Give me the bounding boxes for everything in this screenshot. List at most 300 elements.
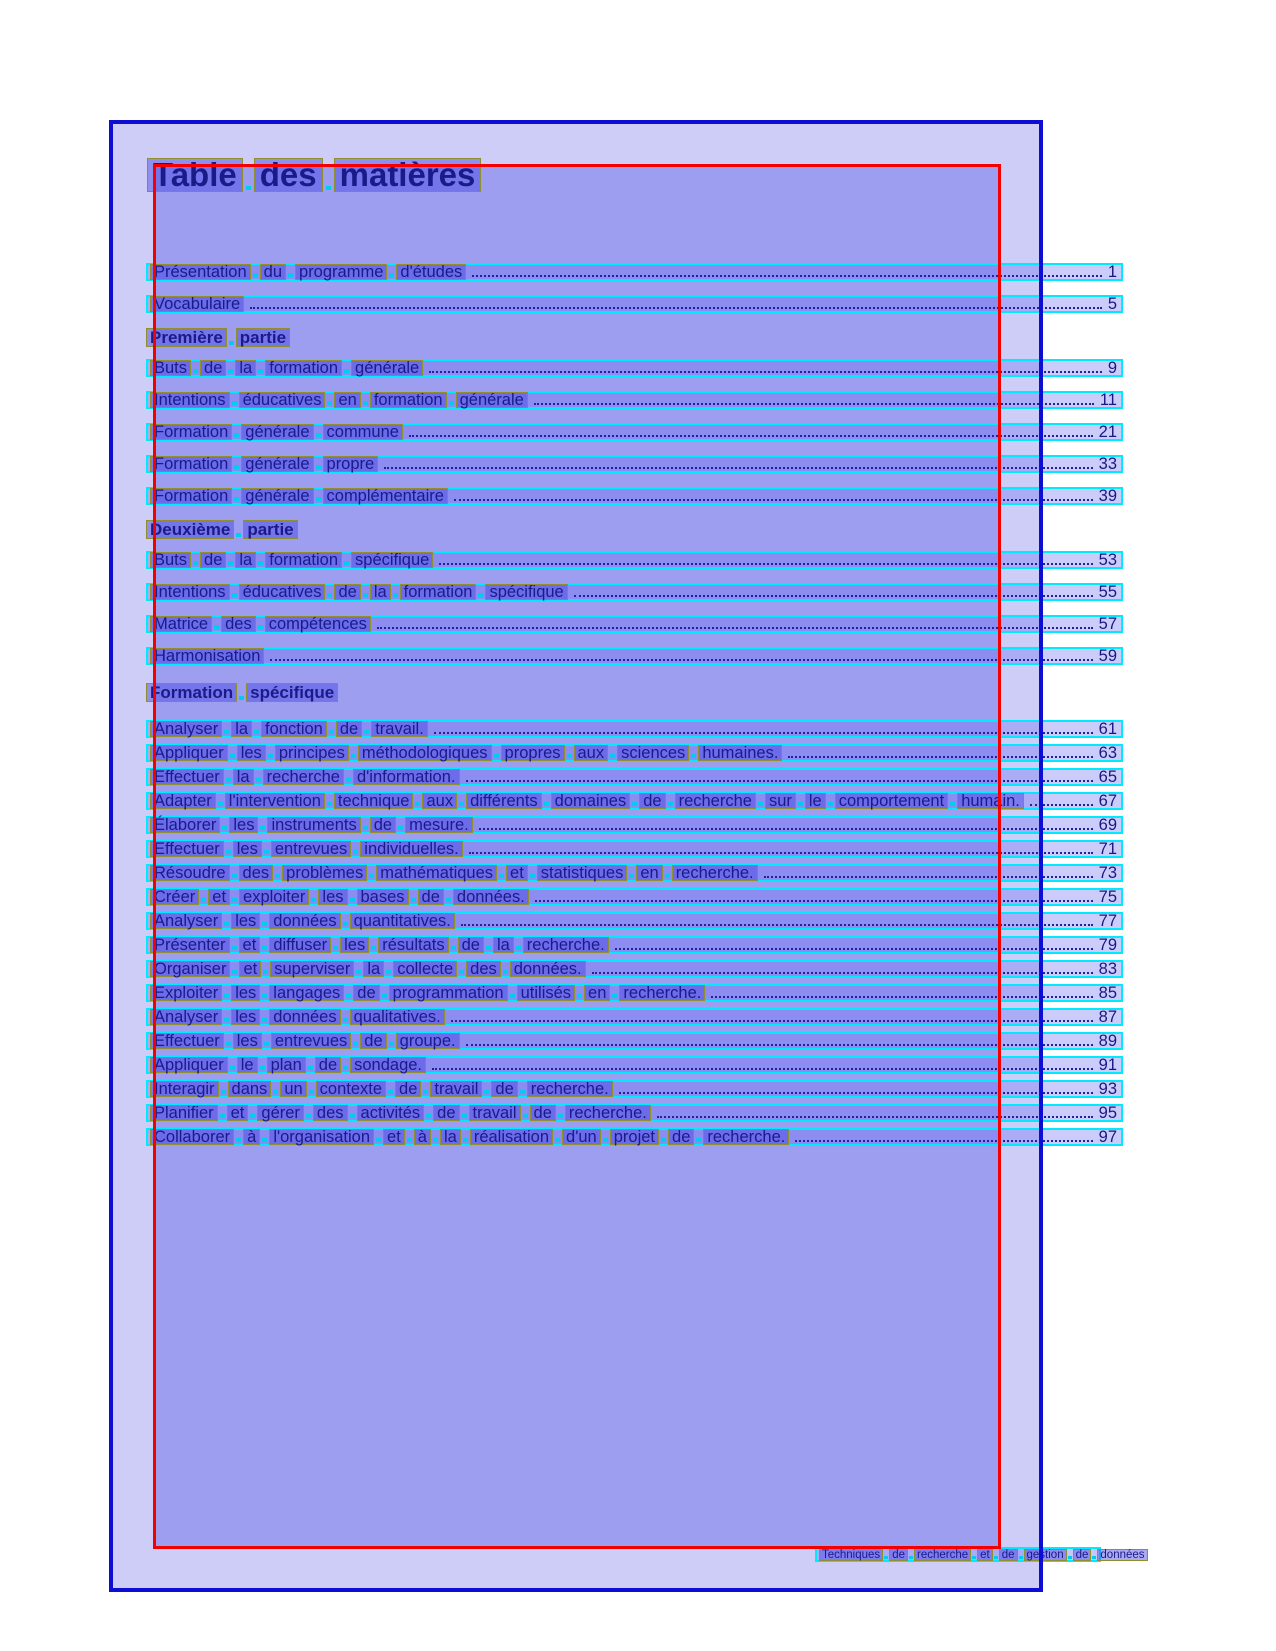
word-highlight: Première (146, 328, 227, 347)
space-marker (221, 1090, 226, 1094)
space-marker (393, 593, 398, 597)
word-highlight: formation (265, 552, 342, 568)
word-highlight: Formation (146, 683, 237, 702)
space-marker (250, 1114, 255, 1118)
toc-entry-row[interactable] (146, 960, 1123, 978)
word-highlight: d'un (562, 1129, 601, 1145)
space-marker (758, 802, 763, 806)
word-highlight: Vocabulaire (150, 296, 244, 312)
toc-entry-row[interactable] (146, 912, 1123, 930)
page-number: 9 (1107, 359, 1117, 377)
space-marker (333, 946, 338, 950)
space-marker (346, 994, 351, 998)
space-marker (459, 970, 464, 974)
space-marker (327, 593, 332, 597)
word-highlight: les (237, 745, 266, 761)
word-highlight: la (235, 552, 256, 568)
space-marker (253, 273, 258, 277)
word-highlight: générale (351, 360, 423, 376)
toc-entry-row[interactable] (146, 647, 1123, 665)
word-highlight: quantitatives. (350, 913, 455, 929)
word-highlight: en (334, 392, 360, 408)
page-number: 57 (1098, 615, 1117, 633)
word-highlight: à (414, 1129, 431, 1145)
word-highlight: des (239, 865, 274, 881)
space-marker (446, 898, 451, 902)
word-highlight: superviser (270, 961, 354, 977)
word-highlight: le (805, 793, 826, 809)
toc-entry-row[interactable] (146, 984, 1123, 1002)
dotted-leader (451, 1010, 1093, 1022)
space-marker (632, 802, 637, 806)
word-highlight: sciences (617, 745, 689, 761)
word-highlight: recherche. (672, 865, 758, 881)
word-highlight: et (208, 889, 230, 905)
space-marker (201, 898, 206, 902)
space-marker (263, 970, 268, 974)
word-highlight: collecte (393, 961, 457, 977)
word-highlight: les (231, 913, 260, 929)
space-marker (364, 730, 369, 734)
space-marker (344, 561, 349, 565)
word-highlight: le (237, 1057, 258, 1073)
word-highlight: de (999, 1549, 1018, 1561)
word-highlight: mathématiques (376, 865, 497, 881)
page-number: 21 (1098, 423, 1117, 441)
word-highlight: Harmonisation (150, 648, 264, 664)
toc-entry-row[interactable] (146, 744, 1123, 762)
toc-entry-row[interactable] (146, 615, 1123, 633)
space-marker (411, 898, 416, 902)
page-number: 77 (1098, 912, 1117, 930)
word-highlight: les (229, 817, 258, 833)
toc-entry-row[interactable] (146, 359, 1123, 377)
space-marker (218, 802, 223, 806)
word-highlight: commune (323, 424, 403, 440)
page-number: 75 (1098, 888, 1117, 906)
word-highlight: programme (295, 264, 387, 280)
toc-entry-row[interactable] (146, 792, 1123, 810)
toc-entry-row[interactable] (146, 1056, 1123, 1074)
word-highlight: formation (400, 584, 477, 600)
word-highlight: fonction (261, 721, 327, 737)
space-marker (828, 802, 833, 806)
word-highlight: d'information. (353, 769, 460, 785)
space-marker (884, 1556, 888, 1559)
space-marker (356, 970, 361, 974)
word-highlight: domaines (551, 793, 631, 809)
dotted-leader (592, 962, 1093, 974)
space-marker (230, 754, 235, 758)
space-marker (555, 1138, 560, 1142)
toc-entry-row[interactable] (146, 816, 1123, 834)
word-highlight: entrevues (271, 1033, 351, 1049)
word-highlight: Exploiter (150, 985, 222, 1001)
space-marker (423, 1090, 428, 1094)
toc-entry-row[interactable] (146, 720, 1123, 738)
word-highlight: Analyser (150, 913, 222, 929)
word-highlight: de (395, 1081, 421, 1097)
word-highlight: travail. (371, 721, 428, 737)
word-highlight: Adapter (150, 793, 216, 809)
space-marker (308, 1066, 313, 1070)
page-number: 97 (1098, 1128, 1117, 1146)
toc-entry-row[interactable] (146, 840, 1123, 858)
word-highlight: et (977, 1549, 993, 1561)
word-highlight: et (239, 961, 261, 977)
word-highlight: de (200, 552, 226, 568)
toc-entry-row[interactable] (146, 551, 1123, 569)
space-marker (343, 1018, 348, 1022)
space-marker (382, 994, 387, 998)
word-highlight: des (466, 961, 501, 977)
space-marker (309, 1090, 314, 1094)
page-number: 71 (1098, 840, 1117, 858)
space-marker (228, 561, 233, 565)
space-marker (193, 561, 198, 565)
word-highlight: sondage. (350, 1057, 426, 1073)
word-highlight: Formation (150, 456, 232, 472)
word-highlight: la (440, 1129, 461, 1145)
word-highlight: formation (265, 360, 342, 376)
word-highlight: à (243, 1129, 260, 1145)
word-highlight: éducatives (239, 392, 326, 408)
dotted-leader (409, 425, 1093, 437)
space-marker (232, 593, 237, 597)
toc-entry-row[interactable] (146, 263, 1123, 281)
word-highlight: spécifique (485, 584, 567, 600)
space-marker (350, 1114, 355, 1118)
word-highlight: données (269, 1009, 340, 1025)
word-highlight: exploiter (239, 889, 309, 905)
space-marker (558, 1114, 563, 1118)
word-highlight: de (433, 1105, 459, 1121)
space-marker (530, 874, 535, 878)
space-marker (351, 754, 356, 758)
word-highlight: Buts (150, 552, 191, 568)
page-number: 39 (1098, 487, 1117, 505)
space-marker (234, 433, 239, 437)
dotted-leader (534, 393, 1094, 405)
toc-entry-row[interactable] (146, 1104, 1123, 1122)
toc-entry-row[interactable] (146, 864, 1123, 882)
page-number: 55 (1098, 583, 1117, 601)
toc-entry-row[interactable] (146, 936, 1123, 954)
word-highlight: d'études (396, 264, 466, 280)
word-highlight: les (340, 937, 369, 953)
word-highlight: générale (241, 488, 313, 504)
space-marker (273, 1090, 278, 1094)
space-marker (220, 1114, 225, 1118)
word-highlight: les (318, 889, 347, 905)
dotted-leader (432, 1058, 1093, 1070)
word-highlight: de (639, 793, 665, 809)
word-highlight: données. (510, 961, 586, 977)
space-marker (262, 994, 267, 998)
space-marker (388, 1090, 393, 1094)
toc-entry-row[interactable] (146, 1032, 1123, 1050)
word-highlight: et (506, 865, 528, 881)
space-marker (350, 898, 355, 902)
space-marker (363, 401, 368, 405)
space-marker (268, 754, 273, 758)
dotted-leader (454, 489, 1093, 501)
word-highlight: Formation (150, 424, 232, 440)
page-number: 87 (1098, 1008, 1117, 1026)
space-marker (343, 922, 348, 926)
word-highlight: éducatives (239, 584, 326, 600)
space-marker (478, 593, 483, 597)
space-marker (311, 898, 316, 902)
space-marker (264, 850, 269, 854)
space-marker (260, 1066, 265, 1070)
toc-entry-row[interactable] (146, 423, 1123, 441)
word-highlight: diffuser (269, 937, 331, 953)
toc-entry-row[interactable] (146, 888, 1123, 906)
word-highlight: Table (147, 158, 243, 192)
word-highlight: de (336, 721, 362, 737)
word-highlight: Intentions (150, 392, 230, 408)
word-highlight: les (233, 1033, 262, 1049)
word-highlight: Présenter (150, 937, 230, 953)
word-highlight: Effectuer (150, 769, 224, 785)
space-marker (262, 1138, 267, 1142)
space-marker (229, 341, 234, 345)
word-highlight: Élaborer (150, 817, 220, 833)
word-highlight: de (315, 1057, 341, 1073)
word-highlight: Interagir (150, 1081, 219, 1097)
space-marker (327, 401, 332, 405)
word-highlight: Formation (150, 488, 232, 504)
word-highlight: en (584, 985, 610, 1001)
word-highlight: de (200, 360, 226, 376)
space-marker (449, 401, 454, 405)
word-highlight: Techniques (819, 1549, 883, 1561)
word-highlight: Analyser (150, 721, 222, 737)
space-marker (288, 273, 293, 277)
word-highlight: Deuxième (146, 520, 234, 539)
dotted-leader (657, 1106, 1093, 1118)
toc-entry-row[interactable] (146, 768, 1123, 786)
word-highlight: Appliquer (150, 745, 228, 761)
word-highlight: bases (357, 889, 409, 905)
word-highlight: comportement (835, 793, 948, 809)
space-marker (603, 1138, 608, 1142)
word-highlight: de (334, 584, 360, 600)
dotted-leader (764, 866, 1093, 878)
space-marker (234, 465, 239, 469)
word-highlight: aux (574, 745, 609, 761)
space-marker (226, 850, 231, 854)
dotted-leader (429, 361, 1102, 373)
word-highlight: de (491, 1081, 517, 1097)
space-marker (260, 826, 265, 830)
word-highlight: générale (241, 456, 313, 472)
word-highlight: des (313, 1105, 348, 1121)
dotted-leader (619, 1082, 1093, 1094)
word-highlight: de (889, 1549, 908, 1561)
word-highlight: individuelles. (360, 841, 462, 857)
word-highlight: la (233, 769, 254, 785)
space-marker (214, 625, 219, 629)
space-marker (224, 994, 229, 998)
word-highlight: Buts (150, 360, 191, 376)
toc-entry-row[interactable] (146, 391, 1123, 409)
space-marker (343, 1066, 348, 1070)
space-marker (463, 1138, 468, 1142)
space-marker (1092, 1556, 1096, 1559)
word-highlight: recherche. (619, 985, 705, 1001)
word-highlight: de (530, 1105, 556, 1121)
space-marker (407, 1138, 412, 1142)
toc-entry-row[interactable] (146, 1008, 1123, 1026)
space-marker (316, 497, 321, 501)
word-highlight: gestion (1024, 1549, 1067, 1561)
word-highlight: recherche (914, 1549, 971, 1561)
dotted-leader (472, 265, 1102, 277)
word-highlight: recherche. (527, 1081, 613, 1097)
word-highlight: propre (323, 456, 379, 472)
dotted-leader (434, 722, 1093, 734)
word-highlight: la (370, 584, 391, 600)
page-number: 79 (1098, 936, 1117, 954)
space-marker (386, 970, 391, 974)
word-highlight: spécifique (246, 683, 338, 702)
toc-entry-row[interactable] (146, 455, 1123, 473)
page-number: 5 (1107, 295, 1117, 313)
word-highlight: l'intervention (225, 793, 325, 809)
space-marker (262, 922, 267, 926)
word-highlight: générale (456, 392, 528, 408)
word-highlight: entrevues (271, 841, 351, 857)
word-highlight: méthodologiques (358, 745, 492, 761)
space-marker (329, 730, 334, 734)
space-marker (316, 465, 321, 469)
word-highlight: en (636, 865, 662, 881)
page-number: 69 (1098, 816, 1117, 834)
word-highlight: recherche. (523, 937, 609, 953)
space-marker (226, 1042, 231, 1046)
footer-text (815, 1547, 1145, 1562)
word-highlight: travail (430, 1081, 482, 1097)
dotted-leader (270, 649, 1092, 661)
dotted-leader (574, 585, 1093, 597)
space-marker (258, 561, 263, 565)
page-number: 73 (1098, 864, 1117, 882)
space-marker (661, 1138, 666, 1142)
word-highlight: Créer (150, 889, 199, 905)
space-marker (389, 1042, 394, 1046)
page-number: 83 (1098, 960, 1117, 978)
dotted-leader (384, 457, 1092, 469)
word-highlight: Effectuer (150, 1033, 224, 1049)
word-highlight: Collaborer (150, 1129, 234, 1145)
dotted-leader (1030, 794, 1093, 806)
word-highlight: groupe. (396, 1033, 460, 1049)
toc-entry-row[interactable] (146, 1080, 1123, 1098)
word-highlight: de (360, 1033, 386, 1049)
page-number: 1 (1107, 263, 1117, 281)
space-marker (415, 802, 420, 806)
toc-section-header (146, 682, 1123, 702)
page-number: 95 (1098, 1104, 1117, 1122)
space-marker (994, 1556, 998, 1559)
word-highlight: travail (469, 1105, 521, 1121)
space-marker (230, 1066, 235, 1070)
space-marker (236, 1138, 241, 1142)
word-highlight: qualitatives. (350, 1009, 445, 1025)
space-marker (462, 1114, 467, 1118)
space-marker (256, 778, 261, 782)
space-marker (972, 1556, 976, 1559)
word-highlight: dans (228, 1081, 272, 1097)
word-highlight: de (668, 1129, 694, 1145)
word-highlight: activités (357, 1105, 425, 1121)
word-highlight: de (458, 937, 484, 953)
word-highlight: aux (422, 793, 457, 809)
dotted-leader (788, 746, 1092, 758)
word-highlight: langages (269, 985, 344, 1001)
word-highlight: mesure. (405, 817, 473, 833)
page-number: 67 (1098, 792, 1117, 810)
word-highlight: un (280, 1081, 306, 1097)
word-highlight: la (235, 360, 256, 376)
space-marker (398, 826, 403, 830)
word-highlight: complémentaire (323, 488, 448, 504)
toc-section-header (146, 327, 1123, 347)
space-marker (239, 696, 244, 700)
word-highlight: et (383, 1129, 405, 1145)
toc-entry-row[interactable] (146, 487, 1123, 505)
page-number: 63 (1098, 744, 1117, 762)
word-highlight: l'organisation (269, 1129, 374, 1145)
toc-entry-row[interactable] (146, 1128, 1123, 1146)
word-highlight: des (221, 616, 256, 632)
space-marker (262, 1018, 267, 1022)
space-marker (950, 802, 955, 806)
toc-entry-row[interactable] (146, 295, 1123, 313)
word-highlight: formation (370, 392, 447, 408)
word-highlight: compétences (265, 616, 371, 632)
space-marker (275, 874, 280, 878)
space-marker (691, 754, 696, 758)
word-highlight: différents (466, 793, 542, 809)
toc-entry-row[interactable] (146, 583, 1123, 601)
page-number: 85 (1098, 984, 1117, 1002)
dotted-leader (439, 553, 1092, 565)
word-highlight: Analyser (150, 1009, 222, 1025)
word-highlight: les (233, 841, 262, 857)
word-highlight: recherche. (703, 1129, 789, 1145)
word-highlight: données (1097, 1549, 1147, 1561)
space-marker (376, 1138, 381, 1142)
word-highlight: du (260, 264, 286, 280)
toc-section-header (146, 519, 1123, 539)
space-marker (232, 401, 237, 405)
word-highlight: Effectuer (150, 841, 224, 857)
space-marker (224, 730, 229, 734)
dotted-leader (795, 1130, 1092, 1142)
word-highlight: Appliquer (150, 1057, 228, 1073)
space-marker (577, 994, 582, 998)
page-number: 53 (1098, 551, 1117, 569)
word-highlight: sur (765, 793, 796, 809)
space-marker (486, 946, 491, 950)
space-marker (798, 802, 803, 806)
word-highlight: programmation (389, 985, 508, 1001)
space-marker (499, 874, 504, 878)
space-marker (232, 946, 237, 950)
